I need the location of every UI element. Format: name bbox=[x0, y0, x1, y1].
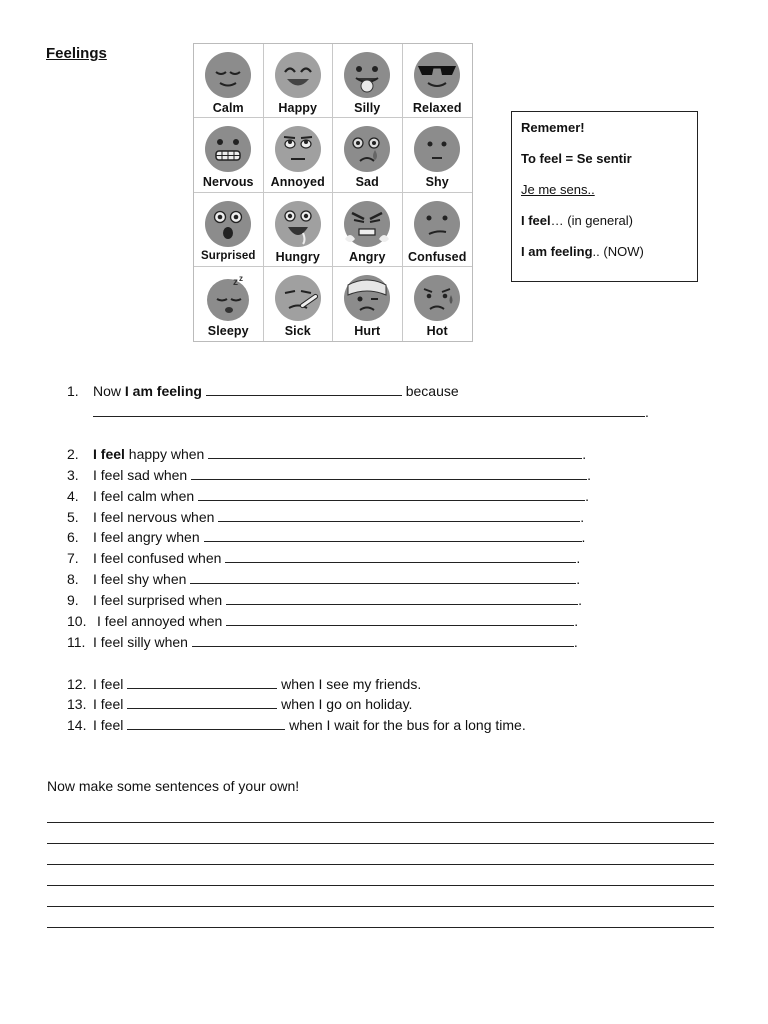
calm-face-icon bbox=[203, 50, 253, 100]
answer-blank[interactable] bbox=[218, 508, 580, 522]
face-label: Hurt bbox=[354, 323, 381, 338]
face-cell-relaxed bbox=[403, 44, 473, 118]
face-cell-calm bbox=[194, 44, 264, 118]
hurt-face-icon bbox=[342, 273, 392, 323]
sad-face-icon bbox=[342, 124, 392, 174]
face-label: Relaxed bbox=[412, 101, 462, 115]
face-label: Calm bbox=[212, 101, 244, 115]
face-cell-hurt bbox=[333, 267, 403, 341]
hungry-face-icon bbox=[273, 199, 323, 249]
question-14: 14. I feel when I wait for the bus for a long time. bbox=[67, 717, 526, 733]
face-cell-nervous bbox=[194, 118, 264, 192]
shy-face-icon bbox=[412, 124, 462, 174]
silly-face-icon bbox=[342, 50, 392, 100]
remember-heading: Rememer! bbox=[521, 120, 585, 135]
question-9: 9. I feel surprised when . bbox=[67, 592, 582, 608]
question-10: 10. I feel annoyed when . bbox=[67, 613, 579, 629]
question-7: 7. I feel confused when . bbox=[67, 550, 581, 566]
answer-blank[interactable] bbox=[208, 445, 582, 459]
answer-blank[interactable] bbox=[226, 612, 574, 626]
happy-face-icon bbox=[273, 50, 323, 100]
writing-line[interactable] bbox=[47, 927, 714, 928]
remember-i-am-feeling: I am feeling.. (NOW) bbox=[521, 244, 644, 259]
question-2: 2. I feel happy when . bbox=[67, 446, 587, 462]
question-6: 6. I feel angry when . bbox=[67, 529, 586, 545]
writing-line[interactable] bbox=[47, 843, 714, 844]
confused-face-icon bbox=[412, 199, 462, 249]
face-cell-annoyed bbox=[264, 118, 334, 192]
answer-blank[interactable] bbox=[127, 675, 277, 689]
face-cell-surprised bbox=[194, 193, 264, 267]
question-12: 12. I feel when I see my friends. bbox=[67, 676, 422, 692]
remember-i-feel: I feel… (in general) bbox=[521, 213, 633, 228]
face-label: Angry bbox=[348, 249, 386, 264]
face-label: Sick bbox=[284, 323, 311, 338]
svg-text:z: z bbox=[233, 276, 239, 288]
writing-line[interactable] bbox=[47, 864, 714, 865]
face-label: Sad bbox=[355, 175, 379, 190]
answer-blank[interactable] bbox=[198, 487, 585, 501]
writing-line[interactable] bbox=[47, 885, 714, 886]
sleepy-face-icon bbox=[203, 273, 253, 323]
face-cell-sick bbox=[264, 267, 334, 341]
face-label: Hot bbox=[426, 323, 448, 338]
face-label: Silly bbox=[354, 101, 381, 115]
feelings-emoji-grid bbox=[193, 43, 473, 342]
face-cell-silly bbox=[333, 44, 403, 118]
question-5: 5. I feel nervous when . bbox=[67, 509, 585, 525]
surprised-face-icon bbox=[203, 199, 253, 249]
face-cell-angry bbox=[333, 193, 403, 267]
question-8: 8. I feel shy when . bbox=[67, 571, 581, 587]
face-label: Confused bbox=[408, 249, 467, 264]
writing-line[interactable] bbox=[47, 822, 714, 823]
face-label: Sleepy bbox=[207, 323, 249, 338]
face-label: Nervous bbox=[202, 175, 254, 190]
angry-face-icon bbox=[342, 199, 392, 249]
face-label: Shy bbox=[425, 175, 449, 190]
face-cell-happy bbox=[264, 44, 334, 118]
nervous-face-icon bbox=[203, 124, 253, 174]
answer-blank[interactable] bbox=[191, 466, 587, 480]
question-4: 4. I feel calm when . bbox=[67, 488, 589, 504]
question-3: 3. I feel sad when . bbox=[67, 467, 591, 483]
sick-face-icon bbox=[273, 273, 323, 323]
answer-blank[interactable] bbox=[127, 695, 277, 709]
face-label: Annoyed bbox=[270, 175, 325, 190]
question-1-continuation: . bbox=[93, 403, 649, 421]
face-label: Happy bbox=[278, 101, 318, 115]
face-label: Hungry bbox=[275, 249, 320, 264]
answer-blank[interactable] bbox=[206, 382, 402, 396]
face-cell-sad bbox=[333, 118, 403, 192]
relaxed-face-icon bbox=[412, 50, 462, 100]
answer-blank[interactable] bbox=[192, 633, 574, 647]
face-cell-hungry bbox=[264, 193, 334, 267]
hot-face-icon bbox=[412, 273, 462, 323]
answer-blank[interactable] bbox=[226, 591, 578, 605]
face-cell-hot bbox=[403, 267, 473, 341]
remember-je-me-sens: Je me sens.. bbox=[521, 182, 595, 197]
writing-line[interactable] bbox=[47, 906, 714, 907]
answer-blank[interactable] bbox=[190, 570, 576, 584]
question-11: 11. I feel silly when . bbox=[67, 634, 578, 650]
answer-blank[interactable] bbox=[127, 716, 285, 730]
face-cell-shy bbox=[403, 118, 473, 192]
face-cell-confused bbox=[403, 193, 473, 267]
svg-text:z: z bbox=[239, 273, 244, 283]
remember-to-feel: To feel = Se sentir bbox=[521, 151, 632, 166]
answer-blank[interactable] bbox=[225, 549, 576, 563]
page-title: Feelings bbox=[46, 45, 107, 62]
remember-box bbox=[511, 111, 698, 282]
face-label: Surprised bbox=[200, 249, 256, 262]
own-sentences-prompt: Now make some sentences of your own! bbox=[47, 778, 300, 794]
question-1: 1. Now I am feeling because bbox=[67, 383, 459, 399]
question-13: 13. I feel when I go on holiday. bbox=[67, 696, 413, 712]
answer-blank[interactable] bbox=[93, 403, 645, 417]
face-cell-sleepy bbox=[194, 267, 264, 341]
answer-blank[interactable] bbox=[204, 528, 582, 542]
annoyed-face-icon bbox=[273, 124, 323, 174]
